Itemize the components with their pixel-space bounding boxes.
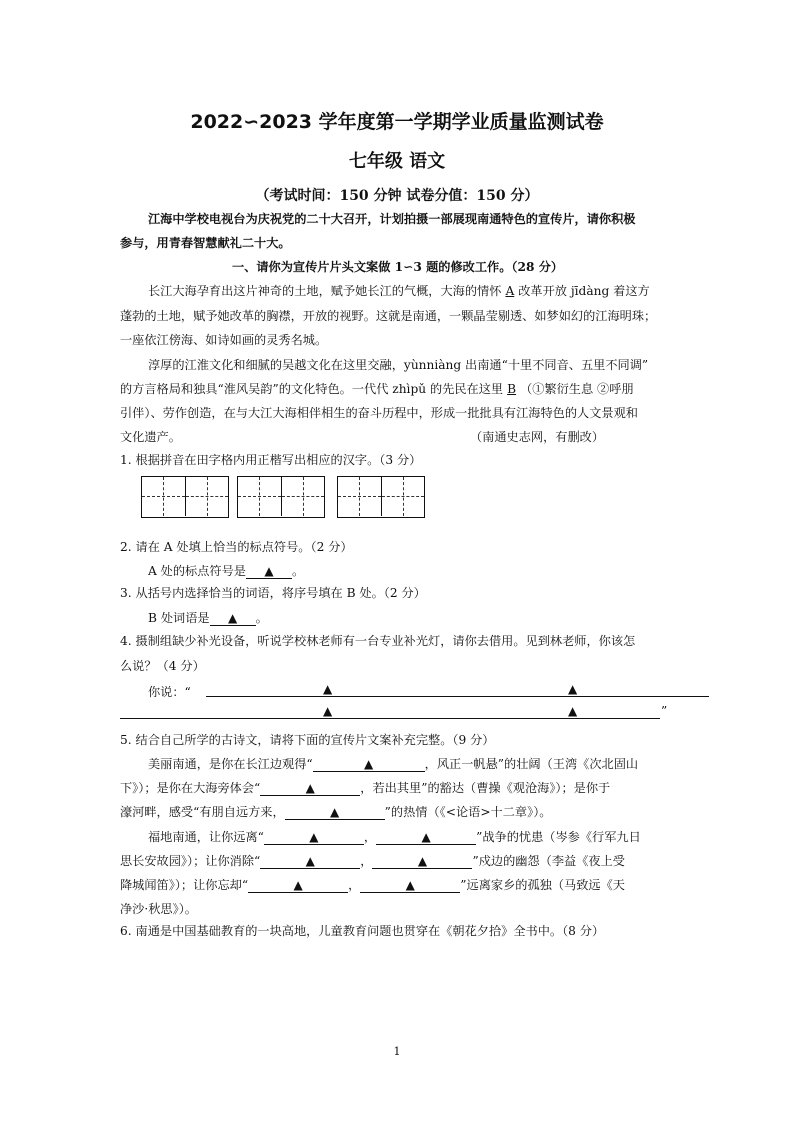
exam-subtitle: 七年级 语文 bbox=[348, 151, 446, 172]
section1-heading: 一、请你为宣传片片头文案做 1∽3 题的修改工作。（28 分） bbox=[232, 260, 564, 274]
grid-cell[interactable] bbox=[381, 477, 424, 516]
question-3-answer bbox=[148, 609, 268, 626]
blank-b-mark: B bbox=[507, 382, 517, 396]
q5-text: ， bbox=[348, 878, 361, 892]
q5-p2-line-2 bbox=[120, 852, 625, 869]
poem-blank-5[interactable]: ▲ bbox=[376, 830, 476, 845]
period: 。 bbox=[255, 611, 268, 625]
poem-blank-9[interactable]: ▲ bbox=[360, 878, 460, 893]
question-2-answer bbox=[148, 562, 304, 579]
exam-title: 2022∽2023 学年度第一学期学业质量监测试卷 bbox=[190, 111, 604, 133]
poem-blank-4[interactable]: ▲ bbox=[264, 830, 364, 845]
page-number: 1 bbox=[393, 1045, 401, 1058]
q5-text: ”的热情（《<论语>十二章》）。 bbox=[384, 805, 552, 819]
grid-cell[interactable] bbox=[281, 477, 324, 516]
q5-p2-line-1 bbox=[148, 828, 641, 845]
passage-text: （①繁衍生息 ②呼朋 bbox=[520, 382, 634, 396]
pinyin-grid-3[interactable] bbox=[337, 476, 425, 518]
q5-p1-line-2 bbox=[120, 779, 610, 796]
q5-p2-line-3 bbox=[120, 876, 625, 893]
q5-text: ， bbox=[360, 854, 373, 868]
q5-p1-line-1 bbox=[148, 755, 638, 772]
passage-p2-line-3: 引伴）、劳作创造，在与大江大海相伴相生的奋斗历程中，形成一批批具有江海特色的人文景观和 bbox=[120, 406, 638, 420]
grid-cell[interactable] bbox=[338, 477, 381, 516]
q5-text: 濠河畔，感受“有朋自远方来， bbox=[120, 805, 285, 819]
q5-text: 思长安故园》）；让你消除“ bbox=[120, 854, 261, 868]
question-1: 1. 根据拼音在田字格内用正楷写出相应的汉字。（3 分） bbox=[120, 453, 422, 467]
poem-blank-1[interactable]: ▲ bbox=[313, 757, 425, 772]
triangle-marker: ▲ bbox=[568, 682, 578, 696]
passage-p2-line-2 bbox=[120, 377, 634, 402]
triangle-marker: ▲ bbox=[323, 704, 333, 718]
passage-p1-line-1 bbox=[148, 279, 650, 304]
intro-line-1: 江海中学校电视台为庆祝党的二十大召开，计划拍摄一部展现南通特色的宣传片，请你积极 bbox=[148, 212, 636, 226]
poem-blank-7[interactable]: ▲ bbox=[372, 854, 472, 869]
q5-text: ， bbox=[363, 830, 377, 844]
q5-text: ”远离家乡的孤独（马致远《天 bbox=[460, 878, 625, 892]
q5-text: ，风正一帆悬”的壮阔（王湾《次北固山 bbox=[424, 757, 639, 771]
q5-text: 美丽南通，是你在长江边观得“ bbox=[148, 757, 313, 771]
passage-p1-line-2: 蓬勃的土地，赋予她改革的胸襟，开放的视野。这就是南通，一颗晶莹剔透、如梦如幻的江海明珠； bbox=[120, 309, 657, 323]
blank-a-mark: A bbox=[505, 284, 515, 298]
grid-cell[interactable] bbox=[185, 477, 228, 516]
passage-text: 的方言格局和独具“淮风吴韵”的文化特色。一代代 zhìpǔ 的先民在这里 bbox=[120, 382, 504, 396]
pinyin-grid-1[interactable] bbox=[141, 476, 229, 518]
question-4-line-1: 4. 摄制组缺少补光设备，听说学校林老师有一台专业补光灯，请你去借用。见到林老师，你该怎 bbox=[120, 634, 636, 648]
q5-text: ”战争的忧患（岑参《行军九日 bbox=[476, 830, 641, 844]
poem-blank-2[interactable]: ▲ bbox=[260, 781, 360, 796]
poem-blank-8[interactable]: ▲ bbox=[248, 878, 348, 893]
passage-p2-line-4: 文化遗产。 bbox=[120, 430, 181, 444]
question-4-say-label: 你说：“ bbox=[148, 685, 191, 699]
answer-line-2[interactable] bbox=[120, 718, 660, 719]
q5-text: ，若出其里”的豁达（曹操《观沧海》）；是你于 bbox=[360, 781, 611, 795]
answer-prefix: B 处词语是 bbox=[148, 611, 210, 625]
question-5: 5. 结合自己所学的古诗文，请将下面的宣传片文案补充完整。（9 分） bbox=[120, 733, 495, 747]
intro-line-2: 参与，用青春智慧献礼二十大。 bbox=[120, 236, 291, 250]
q5-text: 下》）；是你在大海旁体会“ bbox=[120, 781, 261, 795]
answer-prefix: A 处的标点符号是 bbox=[148, 564, 246, 578]
passage-text: 改革开放 jīdàng 着这方 bbox=[518, 284, 650, 298]
q5-text: ”戍边的幽怨（李益《夜上受 bbox=[472, 854, 625, 868]
q5-p1-line-3 bbox=[120, 803, 551, 820]
q5-text: 降城闻笛》）；让你忘却“ bbox=[120, 878, 249, 892]
question-3: 3. 从括号内选择恰当的词语，将序号填在 B 处。（2 分） bbox=[120, 586, 426, 600]
q5-p2-line-4: 净沙·秋思》）。 bbox=[120, 902, 197, 916]
question-6: 6. 南通是中国基础教育的一块高地，儿童教育问题也贯穿在《朝花夕拾》全书中。（8 分） bbox=[120, 924, 605, 938]
passage-p1-line-3: 一座依江傍海、如诗如画的灵秀名城。 bbox=[120, 333, 328, 347]
period: 。 bbox=[292, 564, 305, 578]
q5-text: 福地南通，让你远离“ bbox=[148, 830, 264, 844]
closing-quote: ” bbox=[661, 704, 668, 718]
pinyin-grid-2[interactable] bbox=[237, 476, 325, 518]
exam-info: （考试时间：150 分钟 试卷分值：150 分） bbox=[255, 188, 539, 204]
answer-blank-a[interactable]: ▲ bbox=[246, 564, 292, 579]
poem-blank-6[interactable]: ▲ bbox=[260, 854, 360, 869]
grid-cell[interactable] bbox=[142, 477, 185, 516]
answer-blank-b[interactable]: ▲ bbox=[210, 611, 256, 626]
triangle-marker: ▲ bbox=[568, 704, 578, 718]
triangle-marker: ▲ bbox=[323, 682, 333, 696]
passage-text: 长江大海孕育出这片神奇的土地，赋予她长江的气概，大海的情怀 bbox=[148, 284, 502, 298]
answer-line-1[interactable] bbox=[206, 696, 709, 697]
passage-source: （南通史志网，有删改） bbox=[470, 430, 605, 444]
question-4-line-2: 么说？（4 分） bbox=[120, 659, 205, 673]
passage-p2-line-1: 淳厚的江淮文化和细腻的吴越文化在这里交融，yùnniàng 出南通“十里不同音、五里不同调” bbox=[148, 358, 649, 372]
poem-blank-3[interactable]: ▲ bbox=[285, 805, 385, 820]
question-2: 2. 请在 A 处填上恰当的标点符号。（2 分） bbox=[120, 540, 353, 554]
grid-cell[interactable] bbox=[238, 477, 281, 516]
